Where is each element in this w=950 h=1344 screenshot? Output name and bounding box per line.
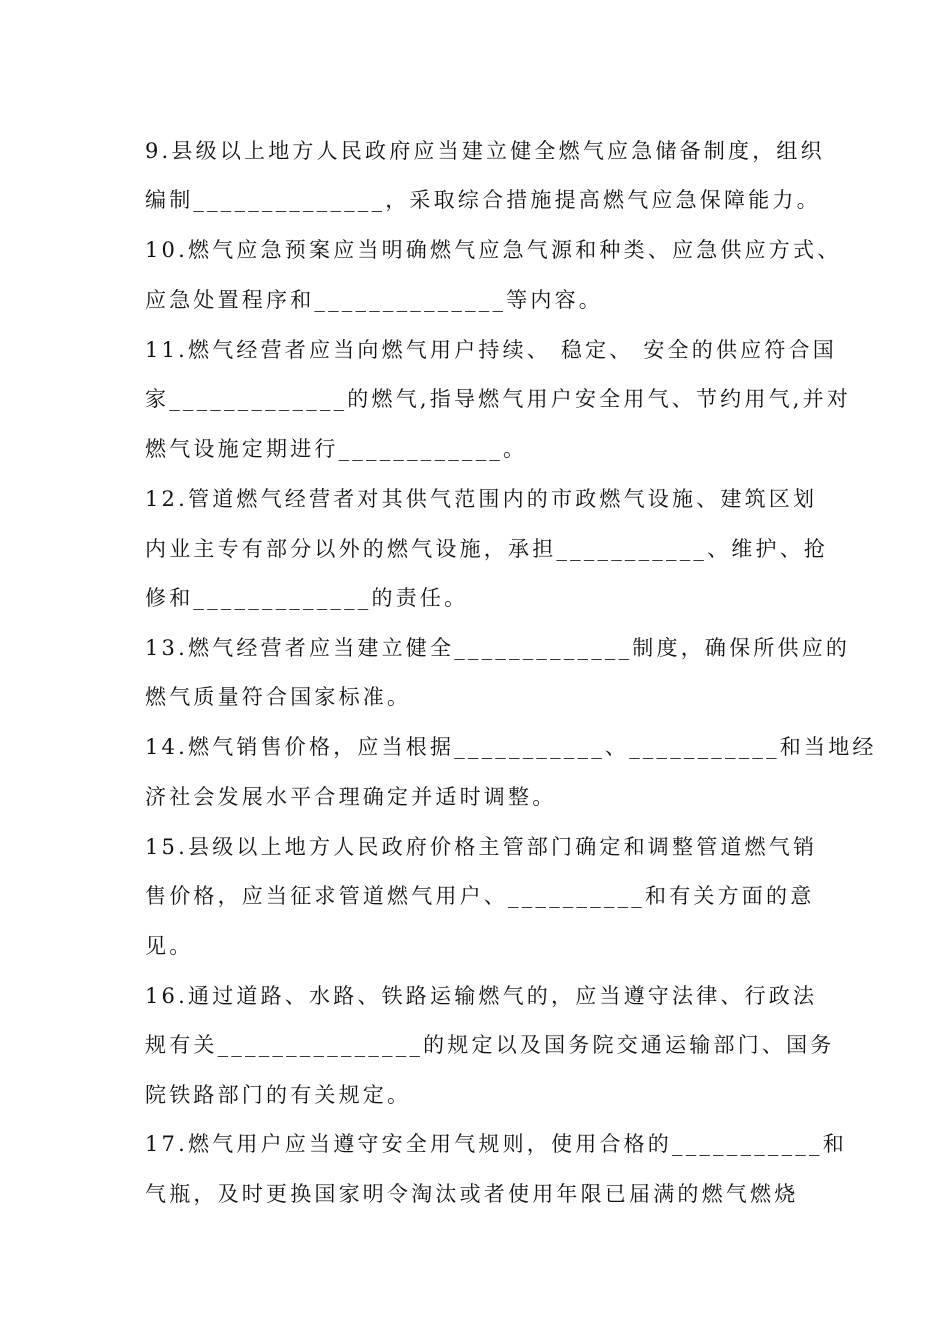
- text-line: 15.县级以上地方人民政府价格主管部门确定和调整管道燃气销: [145, 835, 818, 859]
- text-line: 燃气质量符合国家标准。: [145, 685, 412, 709]
- text-line: 10.燃气应急预案应当明确燃气应急气源和种类、应急供应方式、: [145, 238, 842, 262]
- text-line: 13.燃气经营者应当建立健全_____________制度，确保所供应的: [145, 636, 851, 660]
- text-line: 修和_____________的责任。: [145, 586, 469, 610]
- text-line: 内业主专有部分以外的燃气设施，承担___________、维护、抢: [145, 537, 829, 561]
- text-line: 规有关_______________的规定以及国务院交通运输部门、国务: [145, 1033, 835, 1057]
- text-line: 售价格，应当征求管道燃气用户、__________和有关方面的意: [145, 884, 815, 908]
- text-line: 17.燃气用户应当遵守安全用气规则，使用合格的___________和: [145, 1132, 847, 1156]
- text-line: 9.县级以上地方人民政府应当建立健全燃气应急储备制度，组织: [145, 139, 825, 163]
- text-line: 院铁路部门的有关规定。: [145, 1083, 412, 1107]
- text-line: 济社会发展水平合理确定并适时调整。: [145, 785, 557, 809]
- text-line: 14.燃气销售价格，应当根据___________、___________和当地经: [145, 735, 877, 759]
- text-line: 编制______________，采取综合措施提高燃气应急保障能力。: [145, 188, 821, 212]
- text-line: 应急处置程序和______________等内容。: [145, 288, 603, 312]
- text-line: 11.燃气经营者应当向燃气用户持续、 稳定、 安全的供应符合国: [145, 338, 837, 362]
- text-line: 12.管道燃气经营者对其供气范围内的市政燃气设施、建筑区划: [145, 487, 818, 511]
- text-line: 16.通过道路、水路、铁路运输燃气的，应当遵守法律、行政法: [145, 984, 818, 1008]
- text-line: 气瓶，及时更换国家明令淘汰或者使用年限已届满的燃气燃烧: [145, 1182, 799, 1206]
- text-line: 家_____________的燃气,指导燃气用户安全用气、节约用气,并对: [145, 387, 852, 411]
- text-line: 燃气设施定期进行____________。: [145, 437, 528, 461]
- text-line: 见。: [145, 934, 194, 958]
